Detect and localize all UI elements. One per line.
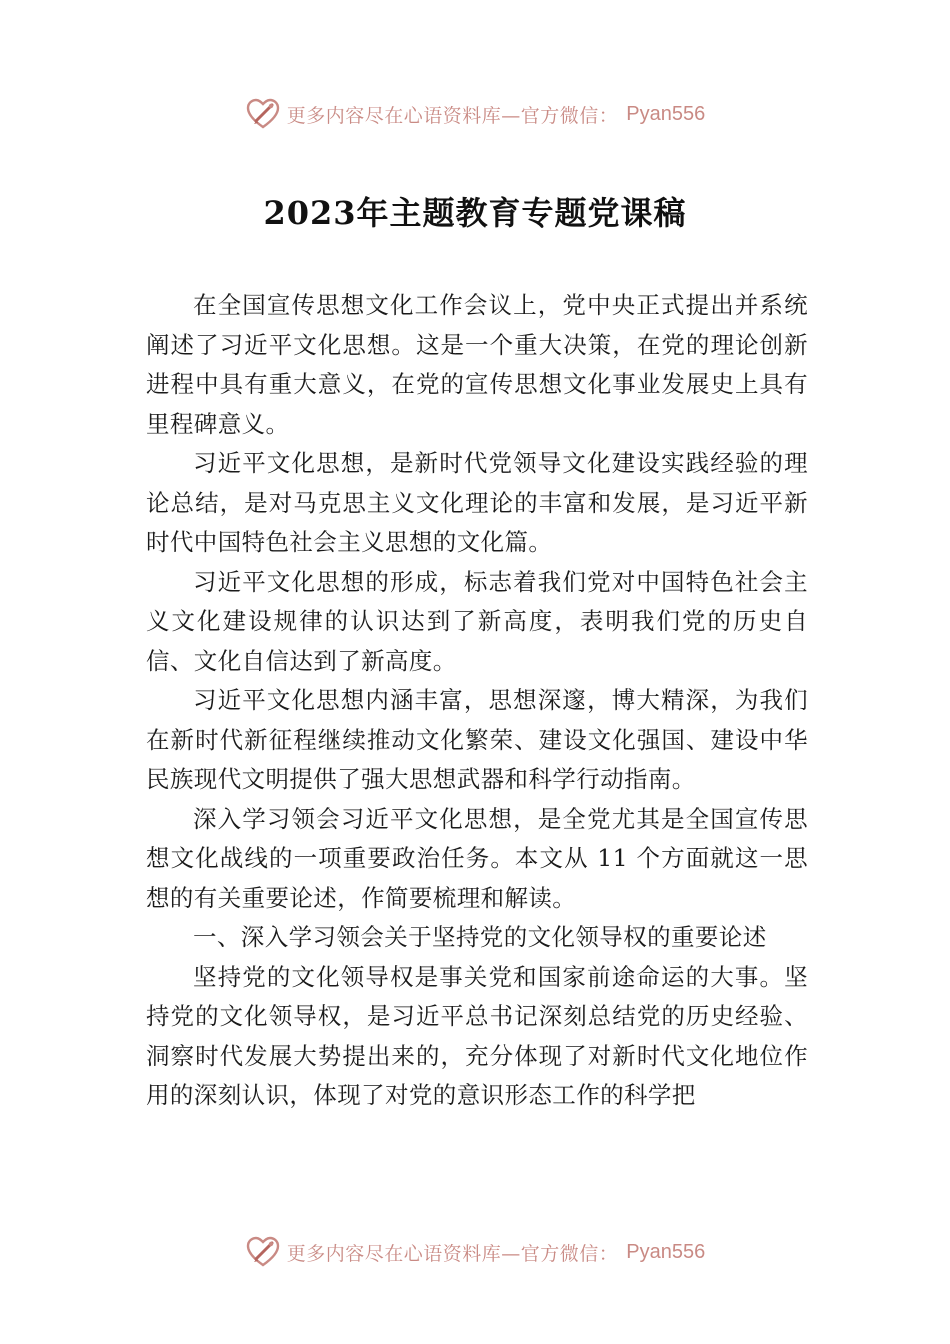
paragraph-5: 深入学习领会习近平文化思想，是全党尤其是全国宣传思想文化战线的一项重要政治任务。本文从 11 个方面就这一思想的有关重要论述，作简要梳理和解读。 [146,804,808,912]
paragraph-6: 坚持党的文化领导权是事关党和国家前途命运的大事。坚持党的文化领导权，是习近平总书记深刻总结党的历史经验、洞察时代发展大势提出来的，充分体现了对新时代文化地位作用的深刻认识，体现了对党的意识形态工作的科学把 [146,962,808,1109]
paragraph-2: 习近平文化思想，是新时代党领导文化建设实践经验的理论总结，是对马克思主义文化理论的丰富和发展，是习近平新时代中国特色社会主义思想的文化篇。 [146,449,808,556]
section-heading-1: 一、深入学习领会关于坚持党的文化领导权的重要论述 [193,923,767,951]
header-watermark [0,94,950,134]
paragraph-1: 在全国宣传思想文化工作会议上，党中央正式提出并系统阐述了习近平文化思想。这是一个重大决策，在党的理论创新进程中具有重大意义，在党的宣传思想文化事业发展史上具有里程碑意义。 [146,291,808,438]
footer-watermark [0,1232,950,1272]
document-body [146,286,808,1116]
watermark-wechat-id: Pyan556 [626,1240,706,1263]
watermark-text: 更多内容尽在心语资料库—官方微信： [286,1242,619,1265]
pen-heart-icon [245,96,281,132]
pen-heart-icon [245,1234,281,1270]
watermark-banner [245,96,705,132]
watermark-text: 更多内容尽在心语资料库—官方微信： [286,104,619,127]
paragraph-4: 习近平文化思想内涵丰富，思想深邃，博大精深，为我们在新时代新征程继续推动文化繁荣、建设文化强国、建设中华民族现代文明提供了强大思想武器和科学行动指南。 [146,686,808,793]
watermark-wechat-id: Pyan556 [626,102,706,125]
watermark-banner [245,1234,705,1270]
paragraph-3: 习近平文化思想的形成，标志着我们党对中国特色社会主义文化建设规律的认识达到了新高度，表明我们党的历史自信、文化自信达到了新高度。 [146,567,808,675]
document-title: 2023年主题教育专题党课稿 [263,194,687,232]
